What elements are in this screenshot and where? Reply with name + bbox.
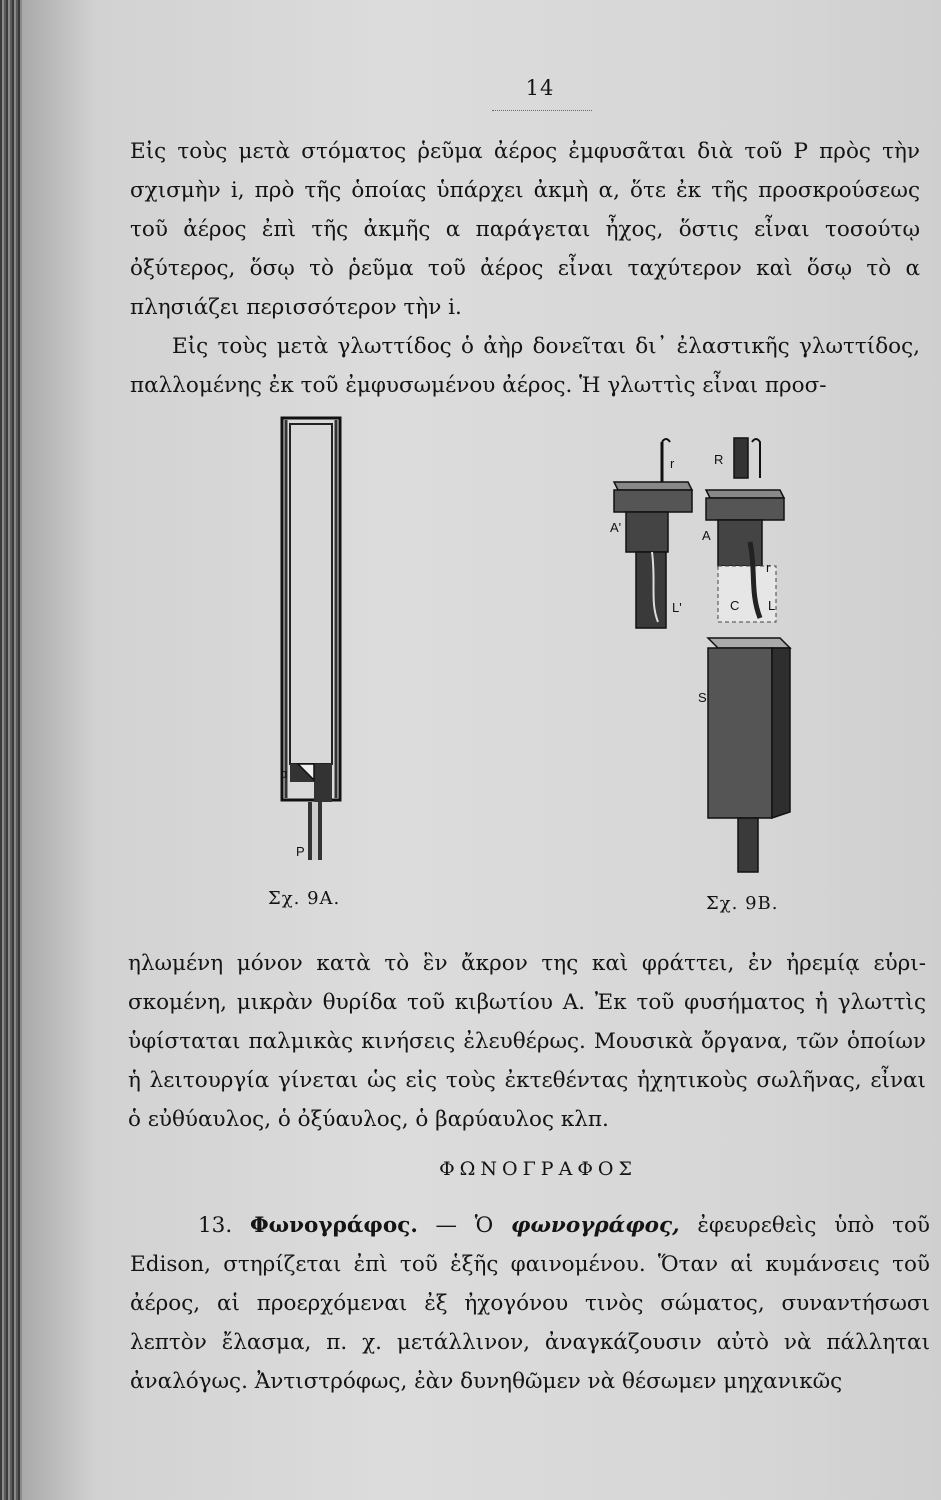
section-body: ἐφευρεθεὶς ὑπὸ τοῦ Edison, στηρίζεται ἐπὶ τοῦ ἑξῆς φαινομένου. Ὅταν αἱ κυμάνσεις τοῦ ἀέρος, αἱ προερχόμεναι ἐξ ἠχογόνου τινὸς σώματος, συναντήσωσι λεπτὸν ἔλασμα, π. χ. μετάλλινον, ἀναγκάζουσιν αὐτὸ νὰ πάλληται ἀναλόγως. Ἀντιστρόφως, ἐὰν δυνηθῶμεν νὰ θέσωμεν μηχανικῶς — [130, 1213, 930, 1394]
section-number: 13. — [198, 1213, 233, 1238]
label-l-prime: L' — [672, 600, 682, 615]
label-p: P — [296, 844, 305, 859]
reed-box-right — [718, 520, 762, 566]
label-s: S — [698, 690, 707, 705]
pipe-air-inlet-bore — [312, 802, 318, 860]
label-r-left: r — [670, 456, 675, 471]
label-alpha: α — [280, 766, 288, 781]
figure-9a — [270, 410, 370, 870]
page-number: 14 — [525, 76, 555, 100]
label-i: i — [280, 748, 283, 763]
section-term: φωνογράφος, — [511, 1213, 680, 1238]
resonator-front — [708, 648, 772, 818]
reed-head-left-top — [614, 482, 692, 490]
paragraph-section-13 — [130, 1206, 930, 1401]
figure-9b — [600, 432, 800, 892]
paragraph-1: Εἰς τοὺς μετὰ στόματος ῥεῦμα ἀέρος ἐμφυσᾶται διὰ τοῦ P πρὸς τὴν σχισμὴν i, πρὸ τῆς ὁποίας ὑπάρχει ἀκμὴ α, ὅτε ἐκ τῆς προσκρούσεως τοῦ ἀέρος ἐπὶ τῆς ἀκμῆς α παράγεται ἦχος, ὅστις εἶναι τοσούτῳ ὀξύτερος, ὅσῳ τὸ ῥεῦμα τοῦ ἀέρος εἶναι ταχύτερον καὶ ὅσῳ τὸ α πλησιάζει περισσότερον τὴν i. — [130, 139, 920, 320]
section-dash: — — [435, 1213, 458, 1238]
section-heading: ΦΩΝΟΓΡΑΦΟΣ — [439, 1158, 637, 1180]
resonator-side — [772, 648, 790, 818]
section-title: Φωνογράφος. — [249, 1213, 418, 1238]
resonator-outlet — [738, 818, 758, 872]
caption-figure-9b: Σχ. 9Β. — [706, 893, 779, 914]
pipe-inner-wall — [290, 424, 332, 764]
resonator-top — [708, 638, 790, 648]
label-r-big: R — [714, 452, 724, 467]
reed-tube-left — [636, 552, 666, 628]
paragraph-3: ηλωμένη μόνον κατὰ τὸ ἓν ἄκρον της καὶ φράττει, ἐν ἠρεμίᾳ εὑρισκομένη, μικρὰν θυρίδα τοῦ κιβωτίου A. Ἐκ τοῦ φυσήματος ἡ γλωττὶς ὑφίσταται παλμικὰς κινήσεις ἐλευθέρως. Μουσικὰ ὄργανα, τῶν ὁποίων ἡ λειτουργία γίνεται ὡς εἰς τοὺς ἐκτεθέντας ἠχητικοὺς σωλῆνας, εἶναι ὁ εὐθύαυλος, ὁ ὀξύαυλος, ὁ βαρύαυλος κλπ. — [128, 951, 926, 1132]
paragraph-2: Εἰς τοὺς μετὰ γλωττίδος ὁ ἀὴρ δονεῖται δι᾽ ἐλαστικῆς γλωττίδος, παλλομένης ἐκ τοῦ ἐμφυσωμένου ἀέρος. Ἡ γλωττὶς εἶναι προσ- — [130, 334, 920, 398]
section-lead: Ὁ — [474, 1213, 494, 1238]
label-a-prime: A' — [610, 520, 622, 535]
tuning-post-right — [734, 438, 748, 478]
label-r-right: r — [766, 560, 771, 575]
label-c: C — [730, 598, 740, 613]
reed-box-left — [626, 512, 668, 552]
label-a: A — [702, 528, 711, 543]
reed-head-left-block — [614, 490, 692, 512]
reed-head-right-block — [706, 498, 784, 520]
label-l: L — [768, 598, 776, 613]
caption-figure-9a: Σχ. 9Α. — [268, 888, 341, 909]
page-number-rule — [492, 110, 592, 111]
reed-head-right-top — [706, 490, 784, 498]
